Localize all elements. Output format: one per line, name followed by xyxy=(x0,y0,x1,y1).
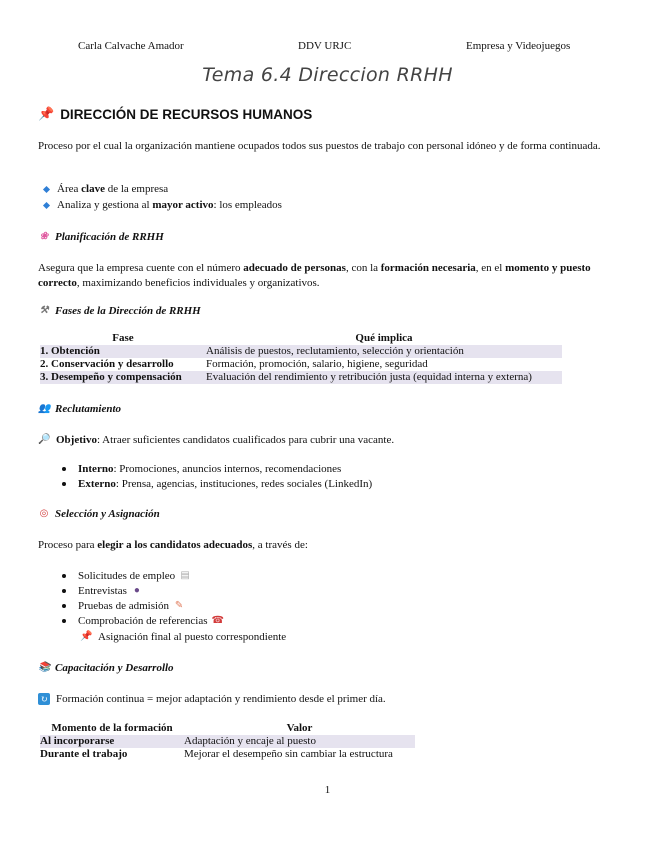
section-heading-planificacion: ❀ Planificación de RRHH xyxy=(39,231,164,243)
table-row: Al incorporarse Adaptación y encaje al puesto xyxy=(40,735,415,748)
diamond-bullet-icon xyxy=(43,185,50,192)
section-heading-reclutamiento: 👥 Reclutamiento xyxy=(38,403,121,415)
seleccion-intro: Proceso para elegir a los candidatos adecuados, a través de: xyxy=(38,539,308,551)
header-right: Empresa y Videojuegos xyxy=(466,40,571,52)
planificacion-paragraph: Asegura que la empresa cuente con el número adecuado de personas, con la formación necesaria, en el momento y puesto correcto, maximizando beneficios individuales y organizativos. xyxy=(38,262,591,289)
fases-table xyxy=(40,332,562,384)
books-icon: 📚 xyxy=(38,662,51,673)
memo-icon: ✎ xyxy=(174,600,184,611)
list-item: Comprobación de referencias ☎ xyxy=(62,615,224,627)
brain-icon: ❀ xyxy=(39,231,49,242)
page-number: 1 xyxy=(324,784,331,796)
asignacion-line: 📌 Asignación final al puesto correspondiente xyxy=(80,631,287,643)
header-author: Carla Calvache Amador xyxy=(78,40,184,52)
list-item: Solicitudes de empleo ▤ xyxy=(62,570,191,582)
header-center: DDV URJC xyxy=(298,40,352,52)
section-heading-capacitacion: 📚 Capacitación y Desarrollo xyxy=(38,662,174,674)
magnifier-icon: 🔎 xyxy=(38,434,51,445)
intro-paragraph: Proceso por el cual la organización mantiene ocupados todos sus puestos de trabajo con personal idóneo y de forma continuada. xyxy=(38,140,601,152)
list-item: Interno: Promociones, anuncios internos, recomendaciones xyxy=(62,463,341,475)
people-icon: 👥 xyxy=(38,403,51,414)
document-icon: ▤ xyxy=(180,570,190,581)
objetivo-line: 🔎 Objetivo: Atraer suficientes candidatos cualificados para cubrir una vacante. xyxy=(38,434,395,446)
list-item: Externo: Prensa, agencias, instituciones, redes sociales (LinkedIn) xyxy=(62,478,372,490)
list-item: Pruebas de admisión ✎ xyxy=(62,600,185,612)
table-header: Valor xyxy=(286,722,313,734)
capacitacion-table xyxy=(40,722,415,761)
section-heading-fases: ⚒ Fases de la Dirección de RRHH xyxy=(39,305,201,317)
target-icon: ◎ xyxy=(39,508,49,519)
diamond-bullet-icon xyxy=(43,201,50,208)
table-header: Momento de la formación xyxy=(51,722,173,734)
table-header: Fase xyxy=(112,332,134,344)
list-item: Analiza y gestiona al mayor activo: los empleados xyxy=(44,199,282,211)
phone-icon: ☎ xyxy=(211,615,224,626)
page-title: Tema 6.4 Direccion RRHH xyxy=(202,64,453,86)
refresh-icon: ↻ xyxy=(38,693,50,705)
tools-icon: ⚒ xyxy=(39,305,49,316)
table-row: 1. Obtención Análisis de puestos, reclutamiento, selección y orientación xyxy=(40,345,562,358)
table-row: 2. Conservación y desarrollo Formación, promoción, salario, higiene, seguridad xyxy=(40,358,428,370)
section-heading-main: 📌 DIRECCIÓN DE RECURSOS HUMANOS xyxy=(38,106,313,122)
capacitacion-line: ↻ Formación continua = mejor adaptación y rendimiento desde el primer día. xyxy=(38,693,386,705)
list-item: Entrevistas ● xyxy=(62,585,143,597)
table-header: Qué implica xyxy=(355,332,413,344)
table-row: 3. Desempeño y compensación Evaluación del rendimiento y retribución justa (equidad interna y externa) xyxy=(40,371,562,384)
table-row: Durante el trabajo Mejorar el desempeño sin cambiar la estructura xyxy=(40,748,393,760)
section-heading-seleccion: ◎ Selección y Asignación xyxy=(39,508,160,520)
pushpin-icon: 📌 xyxy=(38,106,55,121)
speaking-head-icon: ● xyxy=(133,585,140,596)
pushpin-icon: 📌 xyxy=(80,631,93,642)
list-item: Área clave de la empresa xyxy=(44,183,168,195)
